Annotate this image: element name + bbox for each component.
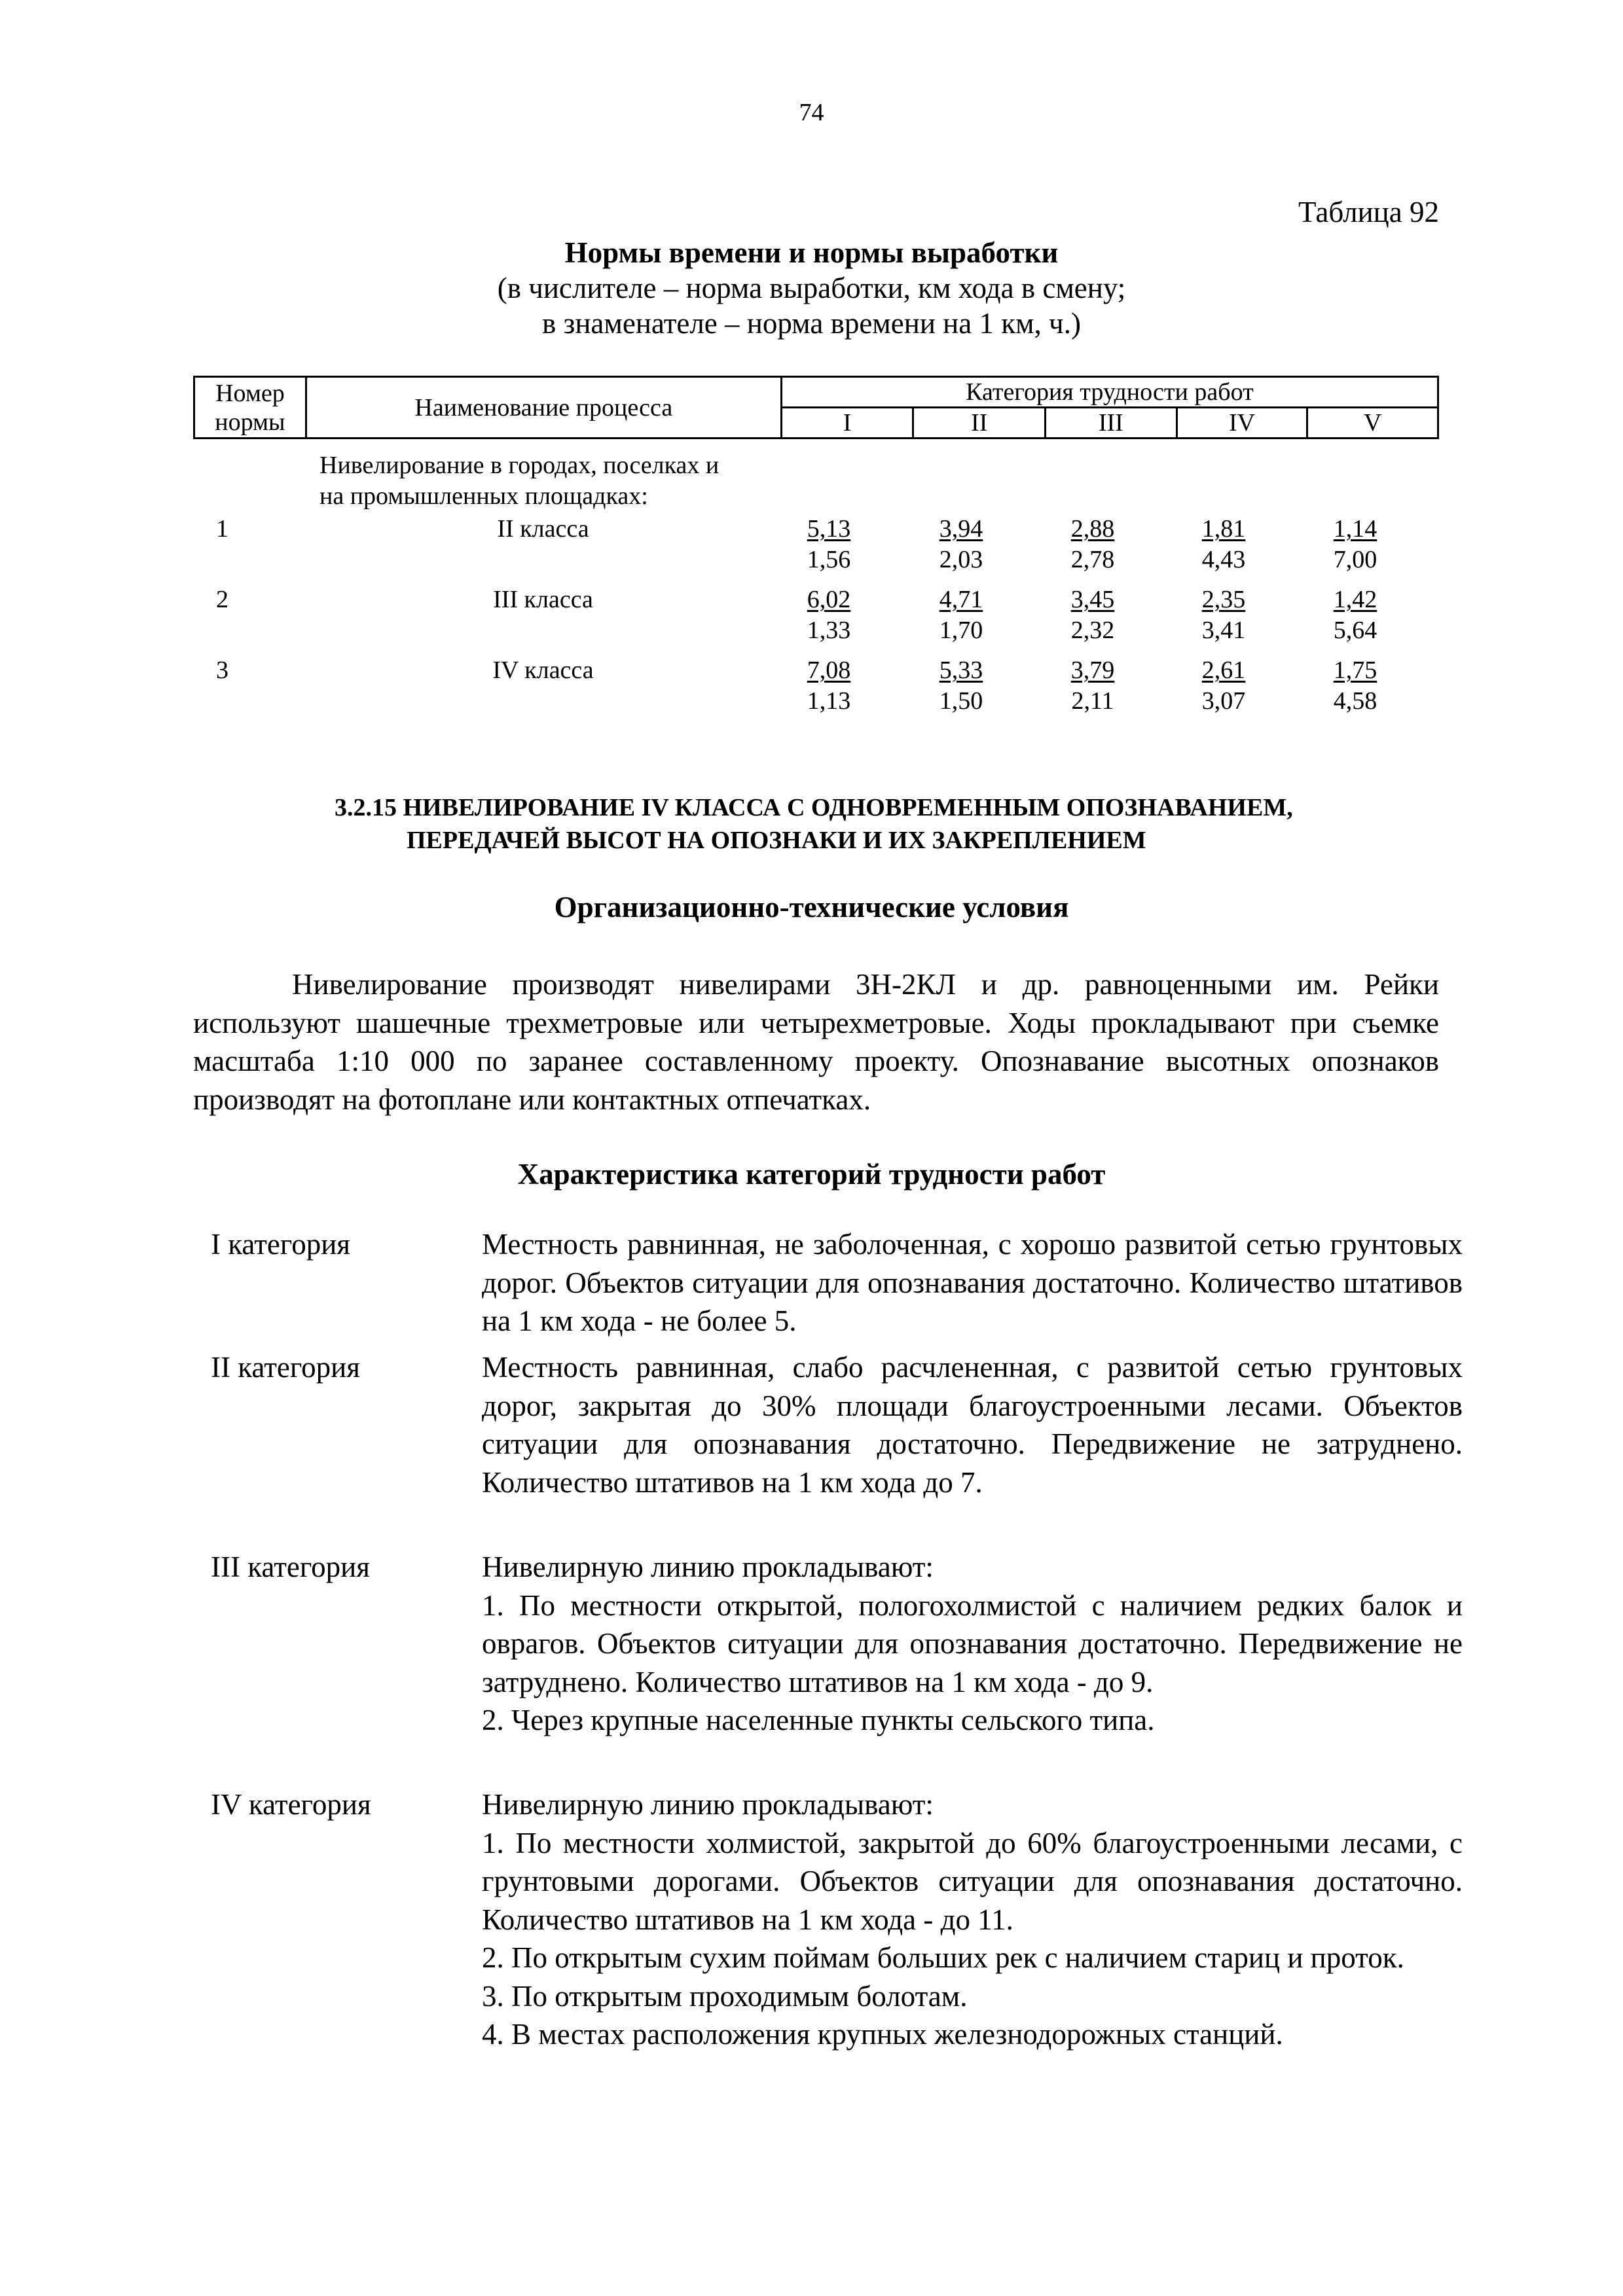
header-category: III — [1046, 408, 1177, 439]
output-norm: 7,08 — [807, 656, 851, 684]
category-description: Нивелирную линию прокладывают: — [482, 1551, 934, 1583]
output-norm: 1,81 — [1201, 515, 1246, 543]
group-label-2: на промышленных площадках: — [319, 482, 648, 510]
output-norm: 2,61 — [1201, 656, 1246, 684]
category-description: Нивелирную линию прокладывают: — [482, 1788, 934, 1821]
time-norm: 1,56 — [807, 546, 851, 573]
time-norm: 1,50 — [939, 687, 983, 715]
category-description: 2. По открытым сухим поймам больших рек с наличием стариц и проток. — [482, 1941, 1404, 1974]
row-number: 3 — [216, 656, 228, 684]
category-description: 4. В местах расположения крупных железнодорожных станций. — [482, 2018, 1283, 2051]
header-category: IV — [1176, 408, 1307, 439]
category-label: II категория — [211, 1351, 360, 1384]
output-norm: 5,33 — [939, 656, 983, 684]
category-description: 1. По местности открытой, пологохолмистой с наличием редких балок и оврагов. Объектов ситуации для опознавания достаточно. Передвижение не затруднено. Количество штативов на 1 км хода - до 9. — [482, 1588, 1463, 1698]
org-heading: Организационно-технические условия — [554, 891, 1069, 924]
category-description: 2. Через крупные населенные пункты сельского типа. — [482, 1704, 1155, 1736]
row-process: II класса — [497, 515, 589, 543]
category-description: 1. По местности холмистой, закрытой до 60% благоустроенными лесами, с грунтовыми дорогами. Объектов ситуации для опознавания достаточно. Количество штативов на 1 км хода - до 11. — [482, 1826, 1463, 1936]
norms-table-header — [193, 376, 1439, 439]
output-norm: 3,94 — [939, 515, 983, 543]
header-category-group: Категория трудности работ — [781, 377, 1438, 408]
output-norm: 6,02 — [807, 586, 851, 613]
category-description: 3. По открытым проходимым болотам. — [482, 1979, 968, 2013]
output-norm: 1,75 — [1333, 656, 1377, 684]
group-label-1: Нивелирование в городах, поселках и — [319, 452, 720, 479]
category-description: Местность равнинная, не заболоченная, с хорошо развитой сетью грунтовых дорог. Объектов ситуации для опознавания достаточно. Количество штативов на 1 км хода - не более 5. — [482, 1228, 1463, 1337]
category-item — [211, 1785, 1463, 2054]
output-norm: 3,79 — [1070, 656, 1115, 684]
row-number: 2 — [216, 586, 228, 613]
category-label: III категория — [211, 1551, 370, 1583]
table-title: Нормы времени и нормы выработки — [564, 236, 1059, 269]
header-process: Наименование процесса — [306, 377, 781, 439]
time-norm: 4,43 — [1201, 546, 1246, 573]
category-description: Местность равнинная, слабо расчлененная, с развитой сетью грунтовых дорог, закрытая до 30% площади благоустроенными лесами. Объектов ситуации для опознавания достаточно. Передвижение не затруднено. Количество штативов на 1 км хода до 7. — [482, 1351, 1463, 1499]
table-subtitle-1: (в числителе – норма выработки, км хода в смену; — [497, 272, 1126, 304]
org-paragraph: Нивелирование производят нивелирами 3Н-2КЛ и др. равноценными им. Рейки используют шашечные трехметровые или четырехметровые. Ходы прокладывают при съемке масштаба 1:10 000 по заранее составленному проекту. Опознавание высотных опознаков производят на фотоплане или контактных отпечатках. — [193, 968, 1439, 1116]
time-norm: 1,13 — [807, 687, 851, 715]
row-process: IV класса — [492, 656, 594, 684]
time-norm: 3,41 — [1201, 617, 1246, 644]
time-norm: 4,58 — [1333, 687, 1377, 715]
header-category: V — [1307, 408, 1438, 439]
section-heading-1: 3.2.15 НИВЕЛИРОВАНИЕ IV КЛАССА С ОДНОВРЕМЕННЫМ ОПОЗНАВАНИЕМ, — [335, 794, 1293, 821]
time-norm: 2,03 — [939, 546, 983, 573]
header-category: II — [913, 408, 1046, 439]
row-number: 1 — [216, 515, 228, 543]
table-label: Таблица 92 — [1298, 196, 1439, 228]
output-norm: 4,71 — [939, 586, 983, 613]
time-norm: 2,11 — [1071, 687, 1114, 715]
output-norm: 2,88 — [1070, 515, 1115, 543]
table-subtitle-2: в знаменателе – норма времени на 1 км, ч.) — [542, 307, 1081, 340]
output-norm: 1,14 — [1333, 515, 1377, 543]
char-heading: Характеристика категорий трудности работ — [517, 1158, 1106, 1191]
page-number: 74 — [799, 99, 824, 126]
output-norm: 5,13 — [807, 515, 851, 543]
row-process: III класса — [493, 586, 593, 613]
time-norm: 2,32 — [1070, 617, 1115, 644]
time-norm: 1,70 — [939, 617, 983, 644]
output-norm: 2,35 — [1201, 586, 1246, 613]
output-norm: 1,42 — [1333, 586, 1377, 613]
header-number: Номер нормы — [194, 377, 306, 439]
category-item — [211, 1225, 1463, 1340]
time-norm: 7,00 — [1333, 546, 1377, 573]
time-norm: 5,64 — [1333, 617, 1377, 644]
category-label: IV категория — [211, 1788, 371, 1821]
category-item — [211, 1548, 1463, 1740]
time-norm: 2,78 — [1070, 546, 1115, 573]
time-norm: 1,33 — [807, 617, 851, 644]
section-heading-2: ПЕРЕДАЧЕЙ ВЫСОТ НА ОПОЗНАКИ И ИХ ЗАКРЕПЛЕНИЕМ — [407, 827, 1146, 854]
category-label: I категория — [211, 1228, 350, 1261]
output-norm: 3,45 — [1070, 586, 1115, 613]
category-item — [211, 1348, 1463, 1501]
time-norm: 3,07 — [1201, 687, 1246, 715]
header-category: I — [781, 408, 913, 439]
